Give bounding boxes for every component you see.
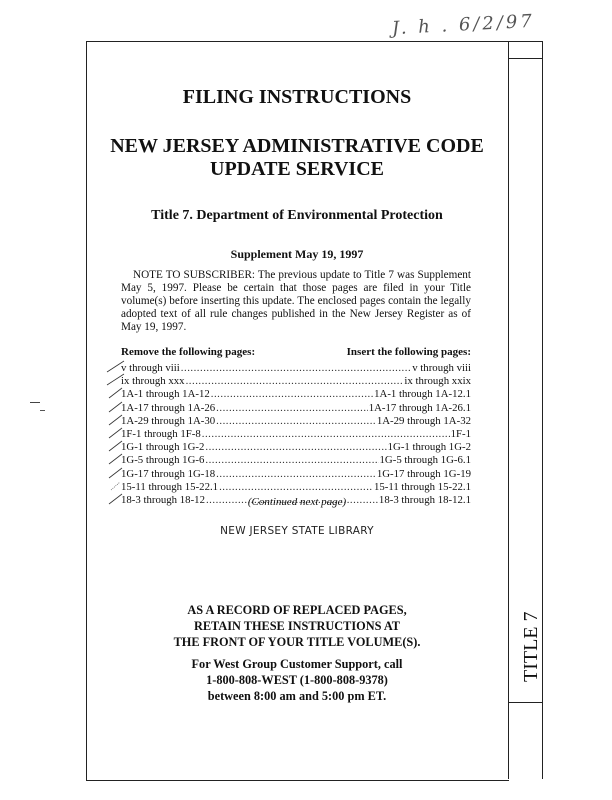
service-title-line: UPDATE SERVICE	[210, 158, 384, 180]
support-line: For West Group Customer Support, call	[191, 657, 403, 671]
list-row	[121, 388, 471, 401]
insert-pages: 1A-17 through 1A-26.1	[368, 401, 471, 414]
list-row	[121, 415, 471, 428]
insert-pages: ix through xxix	[404, 375, 471, 388]
dot-leader	[181, 362, 411, 374]
title-subtitle: Title 7. Department of Environmental Protection	[151, 208, 443, 223]
support-info	[86, 657, 508, 704]
stray-mark	[40, 410, 45, 411]
insert-pages: 1A-29 through 1A-32	[376, 414, 471, 427]
service-title	[86, 135, 508, 181]
remove-pages: 18-3 through 18-12	[121, 493, 205, 506]
dot-leader	[219, 481, 373, 493]
stray-mark	[30, 402, 40, 403]
list-row	[121, 468, 471, 481]
library-stamp: NEW JERSEY STATE LIBRARY	[220, 525, 374, 537]
list-row	[121, 428, 471, 441]
list-row	[121, 454, 471, 467]
dot-leader	[216, 402, 368, 414]
service-title-line: NEW JERSEY ADMINISTRATIVE CODE	[110, 135, 484, 157]
title-tab-label: TITLE 7	[520, 611, 542, 682]
checkmark-icon	[106, 479, 126, 493]
checkmark-icon	[106, 400, 126, 414]
list-row	[121, 362, 471, 375]
remove-pages: 1A-1 through 1A-12	[121, 388, 210, 401]
remove-pages: ix through xxx	[121, 375, 185, 388]
insert-pages: 1G-5 through 1G-6.1	[379, 454, 471, 467]
insert-pages: 1G-1 through 1G-2	[387, 441, 471, 454]
page-list	[121, 362, 471, 507]
dot-leader	[211, 388, 373, 400]
insert-pages: 1F-1	[450, 427, 471, 440]
insert-pages: 18-3 through 18-12.1	[378, 493, 471, 506]
list-row	[121, 375, 471, 388]
checkmark-icon	[106, 439, 126, 453]
list-row	[121, 402, 471, 415]
remove-pages: 1G-5 through 1G-6	[121, 454, 205, 467]
dot-leader	[216, 468, 376, 480]
checkmark-icon	[106, 373, 126, 387]
list-row	[121, 481, 471, 494]
supplement-date: Supplement May 19, 1997	[230, 247, 364, 261]
support-hours: between 8:00 am and 5:00 pm ET.	[207, 688, 387, 703]
insert-header: Insert the following pages:	[346, 346, 471, 358]
remove-pages: v through viii	[121, 362, 180, 374]
dot-leader	[205, 454, 378, 466]
checkmark-icon	[106, 466, 126, 480]
checkmark-icon	[106, 426, 126, 440]
dot-leader	[186, 375, 404, 387]
checkmark-icon	[106, 413, 126, 427]
insert-pages: 1A-1 through 1A-12.1	[374, 388, 471, 401]
list-row	[121, 441, 471, 454]
record-notice	[86, 603, 508, 650]
remove-pages: 1A-17 through 1A-26	[121, 401, 216, 414]
checkmark-icon	[106, 452, 126, 466]
remove-pages: 1G-1 through 1G-2	[121, 441, 205, 454]
remove-pages: 1G-17 through 1G-18	[121, 467, 216, 480]
remove-pages: 1A-29 through 1A-30	[121, 414, 216, 427]
dot-leader	[202, 428, 450, 440]
insert-pages: v through viii	[412, 362, 471, 374]
support-phone: 1-800-808-WEST (1-800-808-9378)	[206, 672, 388, 687]
insert-pages: 1G-17 through 1G-19	[376, 467, 471, 480]
record-notice-line: AS A RECORD OF REPLACED PAGES,	[187, 603, 407, 617]
record-notice-line: RETAIN THESE INSTRUCTIONS AT	[193, 618, 401, 633]
checkmark-icon	[106, 360, 126, 374]
continued-note: (Continued next page)	[247, 496, 347, 508]
insert-pages: 15-11 through 15-22.1	[373, 480, 471, 493]
tab-bottom-cap	[508, 702, 543, 779]
handwritten-note: J. h . 6/2/97	[391, 10, 536, 40]
page-title: FILING INSTRUCTIONS	[182, 86, 412, 108]
remove-header: Remove the following pages:	[121, 346, 256, 358]
tab-top-cap	[508, 41, 543, 59]
dot-leader	[216, 415, 376, 427]
checkmark-icon	[106, 386, 126, 400]
remove-pages: 1F-1 through 1F-8	[121, 427, 201, 440]
remove-pages: 15-11 through 15-22.1	[121, 480, 219, 493]
subscriber-notice: NOTE TO SUBSCRIBER: The previous update to Title 7 was Supplement May 5, 1997. Please be certain that those pages are filed in your Title volume(s) before inserting this update. The enclosed pages contain the legally adopted text of all rule changes published in the New Jersey Register as of May 19, 1997.	[121, 269, 471, 333]
dot-leader	[205, 441, 386, 453]
record-notice-line: THE FRONT OF YOUR TITLE VOLUME(S).	[173, 634, 421, 649]
